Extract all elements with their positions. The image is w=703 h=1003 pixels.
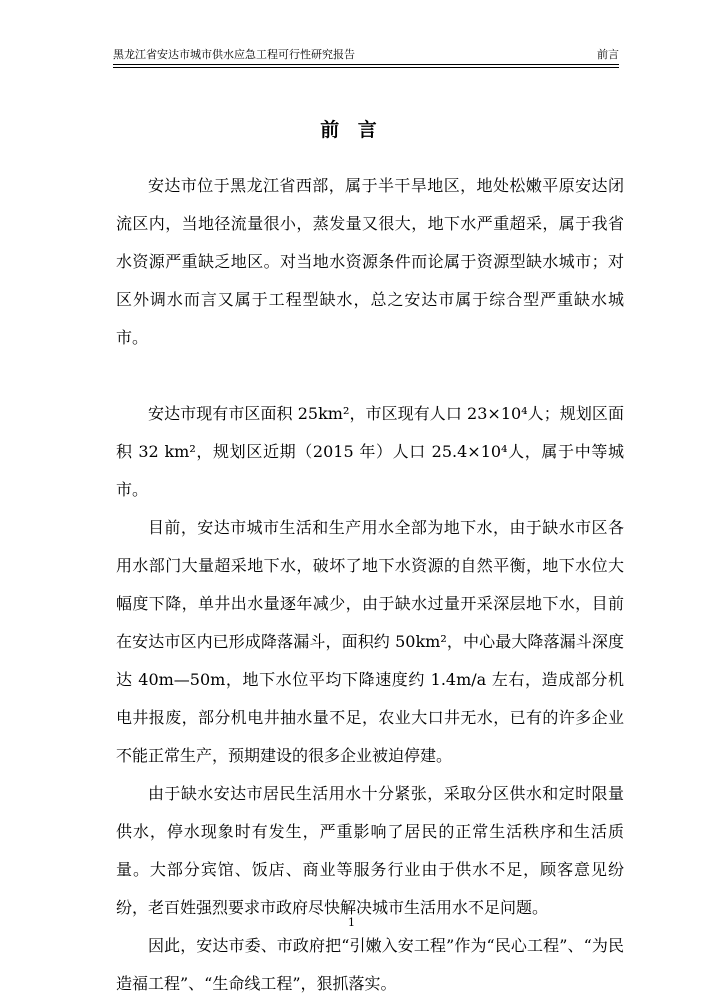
paragraph-4: 由于缺水安达市居民生活用水十分紧张，采取分区供水和定时限量供水，停水现象时有发生，严重影响了居民的正常生活秩序和生活质量。大部分宾馆、饭店、商业等服务行业由于供水不足，顾客意见纷纷，老百姓强烈要求市政府尽快解决城市生活用水不足问题。 [116, 784, 624, 917]
paragraph-1: 安达市位于黑龙江省西部，属于半干旱地区，地处松嫩平原安达闭流区内，当地径流量很小，蒸发量又很大，地下水严重超采，属于我省水资源严重缺乏地区。对当地水资源条件而论属于资源型缺水城市；对区外调水而言又属于工程型缺水，总之安达市属于综合型严重缺水城市。 [116, 176, 624, 347]
body-text-block [116, 167, 624, 1003]
header-rule [113, 64, 619, 65]
paragraph-5: 因此，安达市委、市政府把“引嫩入安工程”作为“民心工程”、“为民造福工程”、“生命线工程”，狠抓落实。 [116, 936, 624, 993]
page-title: 前 言 [320, 119, 383, 141]
paragraph-3: 目前，安达市城市生活和生产用水全部为地下水，由于缺水市区各用水部门大量超采地下水，破坏了地下水资源的自然平衡，地下水位大幅度下降，单井出水量逐年减少，由于缺水过量开采深层地下水，目前在安达市区内已形成降落漏斗，面积约 50km²，中心最大降落漏斗深度达 40m—50m，地下水位平均下降速度约 1.4m/a 左右，造成部分机电井报废，部分机电井抽水量不足，农业大口井无水，已有的许多企业不能正常生产，预期建设的很多企业被迫停建。 [116, 518, 624, 765]
paragraph-2: 安达市现有市区面积 25km²，市区现有人口 23×10⁴人；规划区面积 32 km²，规划区近期（2015 年）人口 25.4×10⁴人，属于中等城市。 [116, 404, 624, 499]
header-document-title: 黑龙江省安达市城市供水应急工程可行性研究报告 [113, 48, 355, 61]
page-header [113, 46, 619, 62]
header-section-name: 前言 [597, 48, 619, 61]
page-number: 1 [348, 916, 355, 929]
header-rule-thin [113, 67, 619, 68]
